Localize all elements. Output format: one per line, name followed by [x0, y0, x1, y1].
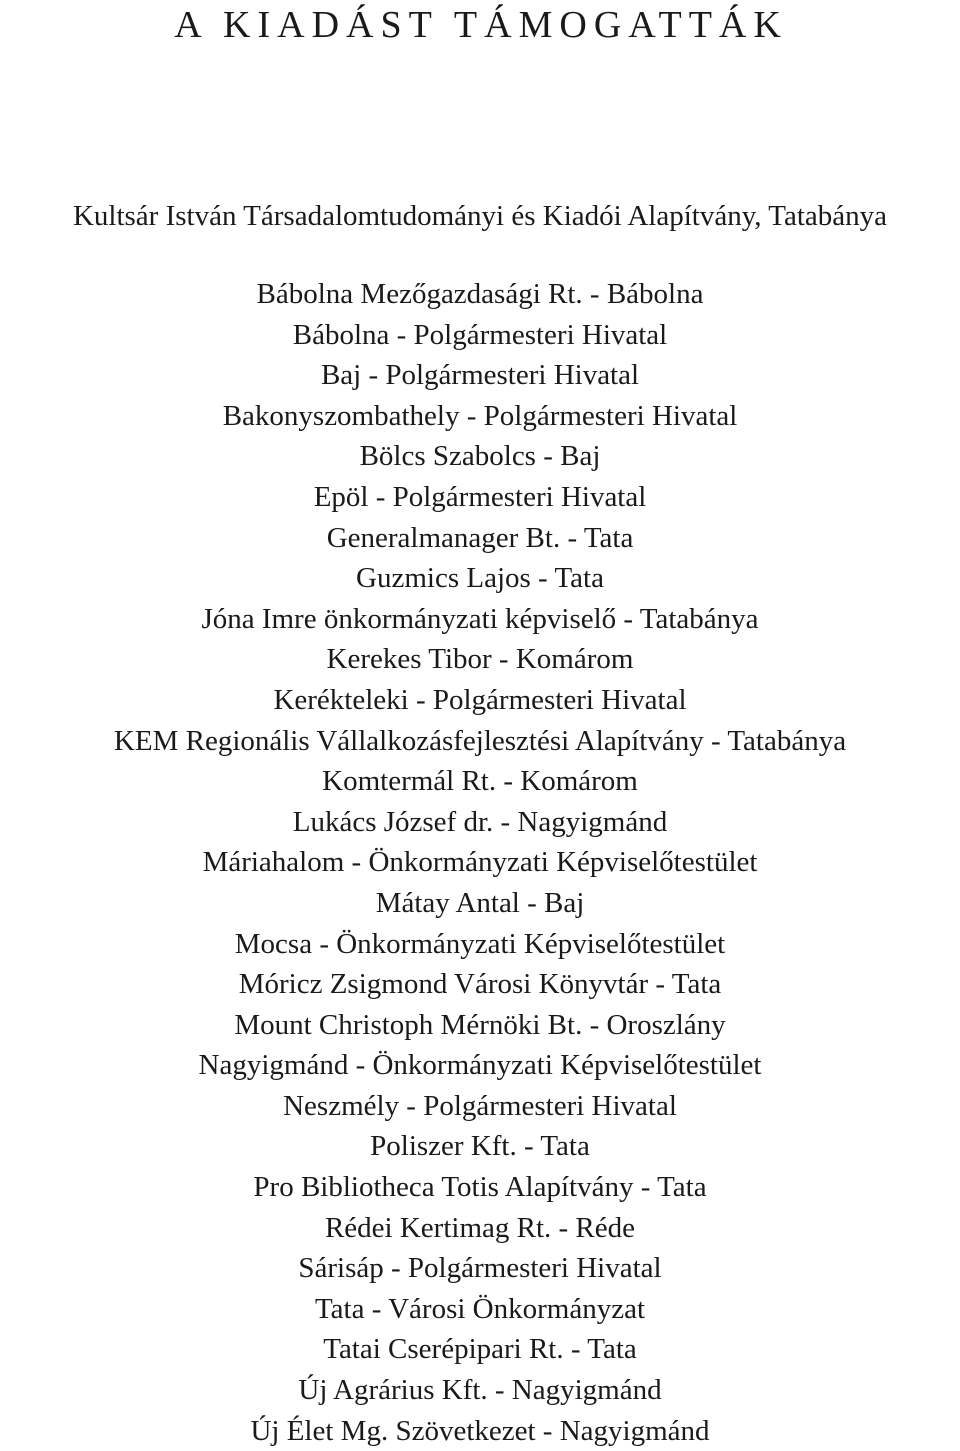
supporter-item: Pro Bibliotheca Totis Alapítvány - Tata	[253, 1171, 707, 1204]
supporter-item: Tatai Cserépipari Rt. - Tata	[323, 1333, 637, 1366]
supporter-item: Mátay Antal - Baj	[375, 886, 585, 919]
supporter-item: Epöl - Polgármesteri Hivatal	[313, 480, 647, 513]
supporter-item: KEM Regionális Vállalkozásfejlesztési Alapítvány - Tatabánya	[113, 724, 847, 757]
supporter-item: Baj - Polgármesteri Hivatal	[320, 359, 640, 392]
supporter-item: Mocsa - Önkormányzati Képviselőtestület	[234, 927, 726, 960]
supporter-item: Generalmanager Bt. - Tata	[326, 521, 634, 554]
supporter-item: Kerekes Tibor - Komárom	[326, 643, 634, 676]
supporter-item: Móricz Zsigmond Városi Könyvtár - Tata	[238, 968, 722, 1001]
supporter-item: Új Agrárius Kft. - Nagyigmánd	[298, 1374, 662, 1407]
supporter-item: Kerékteleki - Polgármesteri Hivatal	[273, 683, 687, 716]
supporter-item: Bakonyszombathely - Polgármesteri Hivatal	[222, 399, 738, 432]
supporter-item: Bábolna - Polgármesteri Hivatal	[292, 318, 668, 351]
supporter-item: Poliszer Kft. - Tata	[370, 1130, 590, 1163]
supporter-item: Jóna Imre önkormányzati képviselő - Tatabánya	[201, 602, 759, 635]
supporter-item: Máriahalom - Önkormányzati Képviselőtestület	[202, 846, 758, 879]
supporter-item: Rédei Kertimag Rt. - Réde	[324, 1211, 636, 1244]
page-heading: A KIADÁST TÁMOGATTÁK	[174, 4, 788, 46]
supporter-item: Bábolna Mezőgazdasági Rt. - Bábolna	[256, 278, 704, 310]
supporter-item: Guzmics Lajos - Tata	[356, 562, 604, 595]
supporter-item: Nagyigmánd - Önkormányzati Képviselőtestület	[198, 1049, 762, 1082]
supporter-list	[0, 274, 960, 1451]
supporter-item: Mount Christoph Mérnöki Bt. - Oroszlány	[234, 1008, 726, 1041]
supporter-item: Neszmély - Polgármesteri Hivatal	[283, 1089, 677, 1122]
foundation-line: Kultsár István Társadalomtudományi és Kiadói Alapítvány, Tatabánya	[72, 200, 888, 232]
supporter-item: Sárisáp - Polgármesteri Hivatal	[298, 1252, 662, 1285]
supporter-item: Lukács József dr. - Nagyigmánd	[292, 805, 668, 838]
supporter-item: Komtermál Rt. - Komárom	[322, 765, 638, 798]
supporter-item: Bölcs Szabolcs - Baj	[359, 440, 601, 473]
supporter-item: Tata - Városi Önkormányzat	[314, 1292, 646, 1325]
supporter-item: Új Élet Mg. Szövetkezet - Nagyigmánd	[250, 1414, 710, 1447]
